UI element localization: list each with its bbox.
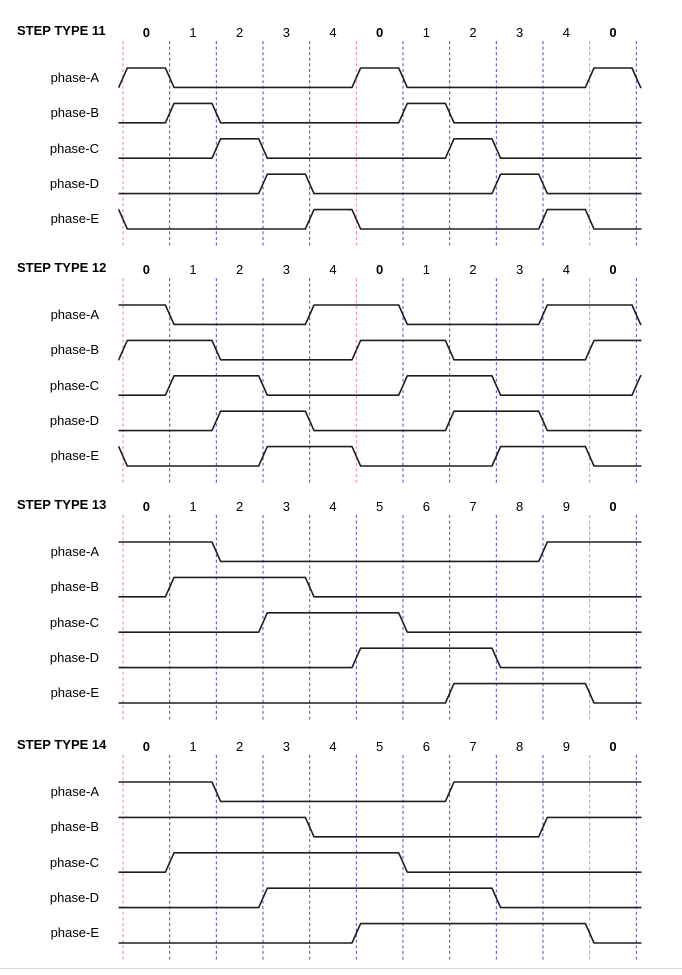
- step-number: 4: [329, 739, 337, 754]
- step-number: 3: [516, 262, 524, 277]
- step-number: 1: [422, 262, 430, 277]
- phase-label: phase-D: [49, 649, 99, 665]
- waveform-path: [119, 888, 642, 907]
- step-number: 2: [469, 25, 477, 40]
- step-number: 9: [562, 499, 570, 514]
- step-number: 3: [282, 25, 290, 40]
- waveform-path: [119, 577, 642, 596]
- step-number: 5: [376, 499, 384, 514]
- step-number: 1: [189, 499, 197, 514]
- phase-label: phase-A: [50, 306, 99, 322]
- step-number: 8: [516, 739, 524, 754]
- step-number: 0: [142, 499, 150, 514]
- step-number: 2: [236, 739, 244, 754]
- step-number: 2: [236, 499, 244, 514]
- step-number: 4: [329, 499, 337, 514]
- waveform-path: [119, 210, 642, 229]
- step-number: 0: [142, 739, 150, 754]
- phase-label: phase-B: [50, 579, 99, 595]
- step-number: 0: [609, 499, 617, 514]
- waveform-path: [119, 648, 642, 667]
- phase-label: phase-E: [50, 925, 99, 941]
- phase-label: phase-A: [50, 783, 99, 799]
- phase-label: phase-E: [50, 685, 99, 701]
- step-number: 0: [609, 25, 617, 40]
- step-number: 0: [609, 262, 617, 277]
- waveform-path: [119, 853, 642, 872]
- step-number: 3: [282, 499, 290, 514]
- section-title: STEP TYPE 14: [17, 737, 107, 752]
- step-number: 4: [562, 25, 570, 40]
- step-number: 3: [516, 25, 524, 40]
- waveform-path: [119, 613, 642, 632]
- waveform-path: [119, 68, 642, 87]
- phase-label: phase-C: [49, 614, 99, 630]
- step-number: 1: [422, 25, 430, 40]
- section-title: STEP TYPE 11: [17, 23, 106, 38]
- phase-label: phase-B: [50, 819, 99, 835]
- waveform-path: [119, 376, 642, 395]
- waveform-path: [119, 924, 642, 943]
- phase-label: phase-C: [49, 854, 99, 870]
- phase-label: phase-A: [50, 69, 99, 85]
- phase-label: phase-D: [49, 175, 99, 191]
- waveform-path: [119, 542, 642, 561]
- waveform-path: [119, 305, 642, 324]
- phase-label: phase-D: [49, 889, 99, 905]
- step-number: 0: [142, 262, 150, 277]
- phase-label: phase-B: [50, 105, 99, 121]
- step-number: 0: [142, 25, 150, 40]
- waveform-path: [119, 174, 642, 193]
- phase-label: phase-E: [50, 448, 99, 464]
- phase-label: phase-D: [49, 412, 99, 428]
- waveform-path: [119, 684, 642, 703]
- phase-label: phase-E: [50, 211, 99, 227]
- step-number: 0: [376, 262, 384, 277]
- section-title: STEP TYPE 12: [17, 260, 107, 275]
- step-number: 1: [189, 262, 197, 277]
- step-number: 4: [329, 25, 337, 40]
- step-number: 8: [516, 499, 524, 514]
- section-title: STEP TYPE 13: [17, 497, 107, 512]
- waveform-path: [119, 103, 642, 122]
- phase-label: phase-C: [49, 377, 99, 393]
- step-number: 1: [189, 25, 197, 40]
- step-number: 6: [422, 499, 430, 514]
- step-number: 6: [422, 739, 430, 754]
- step-number: 7: [469, 499, 477, 514]
- step-number: 5: [376, 739, 384, 754]
- waveform-path: [119, 447, 642, 466]
- waveform-path: [119, 340, 642, 359]
- waveform-path: [119, 782, 642, 801]
- step-number: 9: [562, 739, 570, 754]
- phase-label: phase-A: [50, 543, 99, 559]
- step-number: 4: [329, 262, 337, 277]
- step-number: 0: [609, 739, 617, 754]
- step-number: 0: [376, 25, 384, 40]
- step-number: 2: [236, 262, 244, 277]
- waveform-path: [119, 139, 642, 158]
- step-number: 3: [282, 262, 290, 277]
- phase-label: phase-C: [49, 140, 99, 156]
- step-number: 7: [469, 739, 477, 754]
- step-number: 2: [236, 25, 244, 40]
- step-number: 1: [189, 739, 197, 754]
- waveform-path: [119, 817, 642, 836]
- step-number: 4: [562, 262, 570, 277]
- waveform-path: [119, 411, 642, 430]
- step-number: 2: [469, 262, 477, 277]
- phase-label: phase-B: [50, 342, 99, 358]
- step-number: 3: [282, 739, 290, 754]
